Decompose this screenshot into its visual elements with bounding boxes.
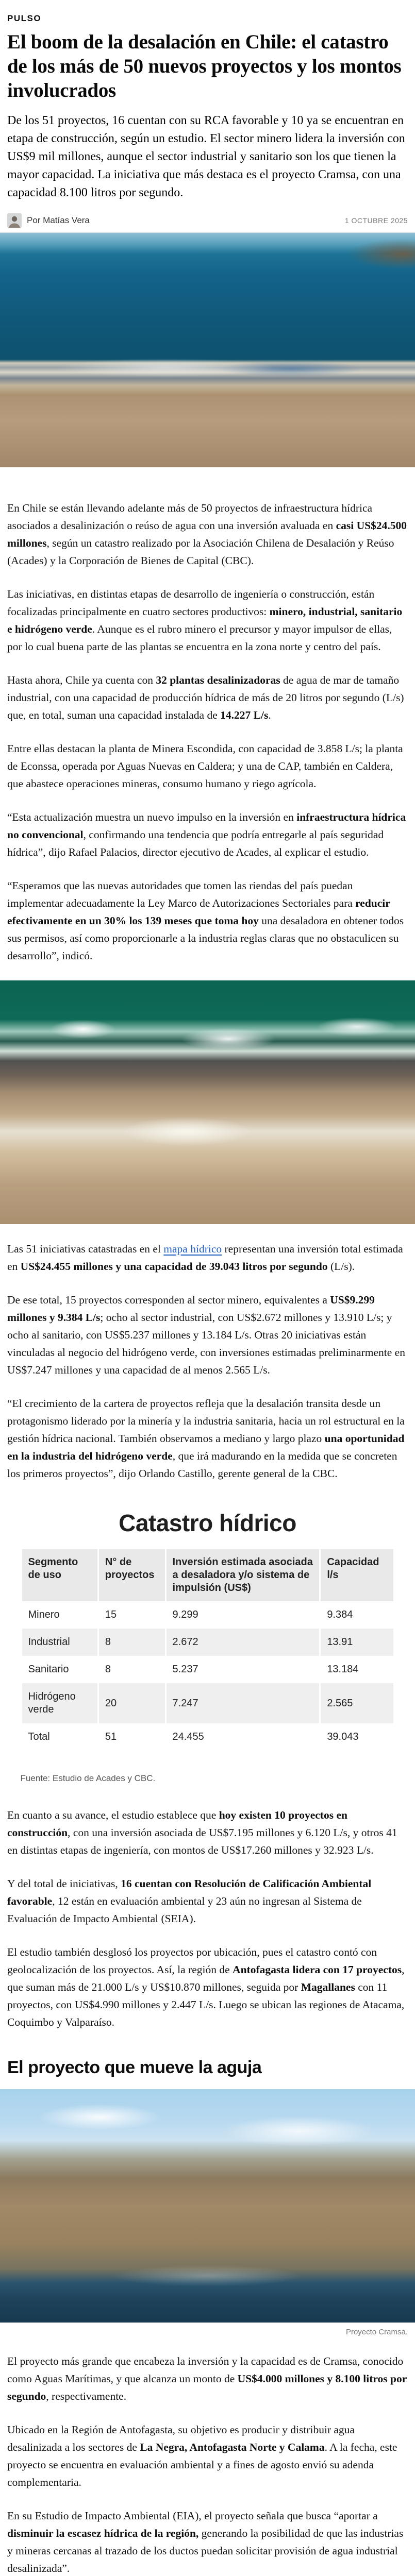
article-header (0, 0, 415, 233)
body-text: . A la fecha, este proyecto se encuentra en evaluación ambiental y a fines de agosto envió su adenda complementaria. (7, 2441, 397, 2488)
body-text: Las 51 iniciativas catastradas en el (7, 1243, 164, 1255)
body-text: . (268, 709, 271, 721)
body-text: ; ocho al sector industrial, con US$2.672 millones y 13.910 L/s; y ocho al sanitario, con US$5.237 millones y 13.184 L/s. Otras 20 iniciativas están vinculadas al negocio del hidrógeno verde, con inversiones estimadas preliminarmente en US$7.247 millones y una capacidad de al menos 2.565 L/s. (7, 1311, 405, 1376)
byline (7, 213, 408, 232)
table-column-header: N° de proyectos (99, 1549, 165, 1601)
article-paragraph (7, 2421, 408, 2491)
photo-caption: Proyecto Cramsa. (345, 2328, 408, 2336)
article-paragraph (7, 1395, 408, 1482)
article-paragraph (7, 1875, 408, 1927)
article-paragraph (7, 808, 408, 861)
body-text: En cuanto a su avance, el estudio establece que (7, 1809, 219, 1821)
table-cell: 9.299 (172, 1609, 198, 1620)
publish-date: 1 OCTUBRE 2025 (344, 216, 408, 225)
body-text: , respectivamente. (46, 2390, 127, 2402)
bold-text: hoy existen 10 proyectos en construcción (7, 1809, 347, 1839)
body-text: En Chile se están llevando adelante más de 50 proyectos de infraestructura hídrica asociados a desalinización o reúso de agua con una inversión avaluada en (7, 502, 373, 532)
bold-text: US$4.000 millones y 8.100 litros por segundo (7, 2372, 407, 2402)
table-cell: 20 (99, 1683, 165, 1723)
body-text: con 11 proyectos, con US$4.990 millones y 2.447 L/s. Luego se ubican las regiones de Atacama, Coquimbo y Valparaíso. (7, 1981, 405, 2028)
inline-link-mapa-hidrico[interactable]: mapa hídrico (163, 1243, 222, 1255)
article-paragraph (7, 877, 408, 964)
body-text: , que irá madurando en la medida que se concreten los primeros proyectos”, dijo Orlando Castillo, gerente general de la CBC. (7, 1450, 397, 1480)
table-row (22, 1723, 393, 1751)
cramsa-project-desert-coast-image-visual (0, 2089, 415, 2323)
hero-image-desalination-plant-aerial (0, 233, 415, 467)
article-title: El boom de la desalación en Chile: el catastro de los más de 50 nuevos proyectos y los montos involucrados (7, 31, 402, 101)
catastro-table-section (0, 1509, 415, 1784)
coastline-and-plant-aerial-image (0, 980, 415, 1224)
body-text: , 12 están en evaluación ambiental y 23 aún no ingresan al Sistema de Evaluación de Impacto Ambiental (SEIA). (7, 1895, 362, 1925)
article-paragraph (7, 740, 408, 792)
body-text: . Aunque es el rubro minero el precursor y mayor impulsor de ellas, por lo cual buena parte de las plantas se encuentra en la zona norte y centro del país. (7, 623, 392, 653)
article-paragraph (7, 499, 408, 569)
bold-text: La Negra, Antofagasta Norte y Calama (140, 2441, 325, 2453)
table-cell: 2.565 (321, 1683, 393, 1723)
bold-text: una oportunidad en la industria del hidrógeno verde (7, 1432, 405, 1462)
table-column-header: Segmento de uso (22, 1549, 97, 1601)
table-cell: 9.384 (327, 1609, 353, 1620)
body-text: En su Estudio de Impacto Ambiental (EIA), el proyecto señala que busca “aportar a (7, 2510, 378, 2522)
article-body (0, 233, 415, 2576)
article-paragraph (7, 671, 408, 724)
table-cell: Industrial (22, 1629, 97, 1656)
article-paragraph (7, 1291, 408, 1379)
body-text: , con una inversión asociada de US$7.195 millones y 6.120 L/s, y otros 41 en distintas etapas de ingeniería, con montos de US$17.260 millones y 32.923 L/s. (7, 1826, 397, 1856)
bold-text: 16 cuentan con Resolución de Calificación Ambiental favorable (7, 1877, 372, 1907)
table-header-row (22, 1549, 393, 1601)
person-icon (7, 213, 22, 228)
table-row (22, 1656, 393, 1683)
hero-image-desalination-plant-aerial-visual (0, 233, 415, 467)
table-cell: 13.91 (321, 1629, 393, 1656)
table-cell: Sanitario (28, 1664, 69, 1675)
table-row (22, 1683, 393, 1723)
bold-text: US$9.299 millones y 9.384 L/s (7, 1294, 375, 1324)
cramsa-project-desert-coast-image (0, 2089, 415, 2336)
table-cell: 51 (105, 1731, 117, 1742)
body-text: , confirmando una tendencia que podría entregarle al país seguridad hídrica”, dijo Rafael Palacios, director ejecutivo de Acades, al explicar el estudio. (7, 828, 384, 858)
body-text: Entre ellas destacan la planta de Minera Escondida, con capacidad de 3.858 L/s; la planta de Econssa, operada por Aguas Nuevas en Caldera; y una de CAP, también en Caldera, que abastece operaciones mineras, consumo humano y riego agrícola. (7, 742, 403, 790)
body-text: Las iniciativas, en distintas etapas de desarrollo de ingeniería o construcción, están focalizadas principalmente en cuatro sectores productivos: (7, 588, 375, 618)
body-text: De ese total, 15 proyectos corresponden al sector minero, equivalentes a (7, 1294, 330, 1306)
table-cell: 8 (105, 1664, 111, 1675)
table-cell: 7.247 (167, 1683, 320, 1723)
body-text: Ubicado en la Región de Antofagasta, su objetivo es producir y distribuir agua desalinizada a los sectores de (7, 2424, 355, 2453)
catastro-table (21, 1549, 395, 1751)
body-text: una desaladora en obtener todos sus permisos, así como proporcionarle a la industria reglas claras que no obstaculicen su desarrollo”, indicó. (7, 914, 404, 962)
bold-text: Antofagasta lidera con 17 proyectos (233, 1963, 402, 1976)
article-paragraph (7, 585, 408, 655)
body-text: Hasta ahora, Chile ya cuenta con (7, 674, 156, 686)
bold-text: infraestructura hídrica no convencional (7, 811, 406, 841)
body-text: de agua de mar de tamaño industrial, con una capacidad de producción hídrica de más de 20 litros por segundo (L/s) que, en total, suman una capacidad instalada de (7, 674, 404, 721)
bold-text: 32 plantas desalinizadoras (156, 674, 280, 686)
catastro-table-title: Catastro hídrico (119, 1510, 296, 1536)
bold-text: US$24.455 millones y una capacidad de 39.043 litros por segundo (20, 1260, 328, 1273)
table-cell: Minero (28, 1609, 60, 1620)
coastline-and-plant-aerial-image-visual (0, 980, 415, 1224)
table-cell: Hidrógeno verde (22, 1683, 97, 1723)
table-column-header: Inversión estimada asociada a desaladora y/o sistema de impulsión (US$) (167, 1549, 320, 1601)
body-text: “El crecimiento de la cartera de proyectos refleja que la desalación transita desde un protagonismo liderado por la minería y la industria sanitaria, hacia un rol estructural en la gestión hídrica nacional. También observamos a mediano y largo plazo (7, 1397, 405, 1445)
table-column-header: Capacidad l/s (321, 1549, 393, 1601)
article-paragraph (7, 2507, 408, 2576)
article-paragraph (7, 1240, 408, 1275)
section-label-pulso[interactable]: PULSO (7, 13, 42, 23)
body-text: , que suman más de 21.000 L/s y US$10.870 millones, seguida por (7, 1963, 405, 1993)
author-avatar[interactable] (7, 213, 22, 228)
body-text: Y del total de iniciativas, (7, 1877, 121, 1890)
bold-text: reducir efectivamente en un 30% los 139 meses que toma hoy (7, 897, 390, 927)
body-text: “Esperamos que las nuevas autoridades que tomen las riendas del país puedan implementar adecuadamente la Ley Marco de Autorizaciones Sectoriales para (7, 879, 356, 909)
bold-text: 14.227 L/s (220, 709, 269, 721)
article-paragraph (7, 1943, 408, 2031)
table-source: Fuente: Estudio de Acades y CBC. (20, 1773, 156, 1783)
body-text: El proyecto más grande que encabeza la inversión y la capacidad es de Cramsa, conocido como Aguas Marítimas, y que alcanza un monto de (7, 2355, 404, 2385)
table-cell: 2.672 (167, 1629, 320, 1656)
article-paragraph (7, 2352, 408, 2405)
body-text: “Esta actualización muestra un nuevo impulso en la inversión en (7, 811, 297, 823)
table-row (22, 1601, 393, 1629)
article-lead: De los 51 proyectos, 16 cuentan con su RCA favorable y 10 ya se encuentran en etapa de construcción, según un estudio. El sector minero lidera la inversión con US$9 mil millones, aunque el sector industrial y sanitario son los que tienen la mayor capacidad. La iniciativa que más destaca es el proyecto Cramsa, con una capacidad 8.100 litros por segundo. (7, 114, 405, 199)
table-cell: 39.043 (327, 1731, 359, 1742)
table-cell: 5.237 (172, 1664, 198, 1675)
body-text: , según un catastro realizado por la Asociación Chilena de Desalación y Reúso (Acades) y la Corporación de Bienes de Capital (CBC). (7, 537, 394, 567)
body-text: representan una inversión total estimada en (7, 1243, 403, 1273)
bold-text: minero, industrial, sanitario e hidrógeno verde (7, 605, 403, 635)
bold-text: casi US$24.500 millones (7, 519, 407, 549)
table-cell: Total (28, 1731, 50, 1742)
section-heading: El proyecto que mueve la aguja (7, 2058, 262, 2077)
bold-text: disminuir la escasez hídrica de la región, (7, 2527, 199, 2539)
table-cell: 13.184 (327, 1664, 359, 1675)
body-text: El estudio también desglosó los proyectos por ubicación, pues el catastro contó con geolocalización de los proyectos. Así, la región de (7, 1946, 377, 1976)
article-paragraph (7, 1806, 408, 1859)
table-cell: 8 (99, 1629, 165, 1656)
author-name[interactable]: Por Matías Vera (27, 215, 90, 225)
table-cell: 15 (105, 1609, 117, 1620)
bold-text: Magallanes (301, 1981, 355, 1993)
body-text: (L/s). (327, 1260, 355, 1273)
body-text: generando la posibilidad de que las industrias y mineras cercanas al trazado de los ductos puedan solicitar provisión de agua industrial desalinizada”. (7, 2527, 404, 2574)
table-row (22, 1629, 393, 1656)
table-cell: 24.455 (172, 1731, 204, 1742)
